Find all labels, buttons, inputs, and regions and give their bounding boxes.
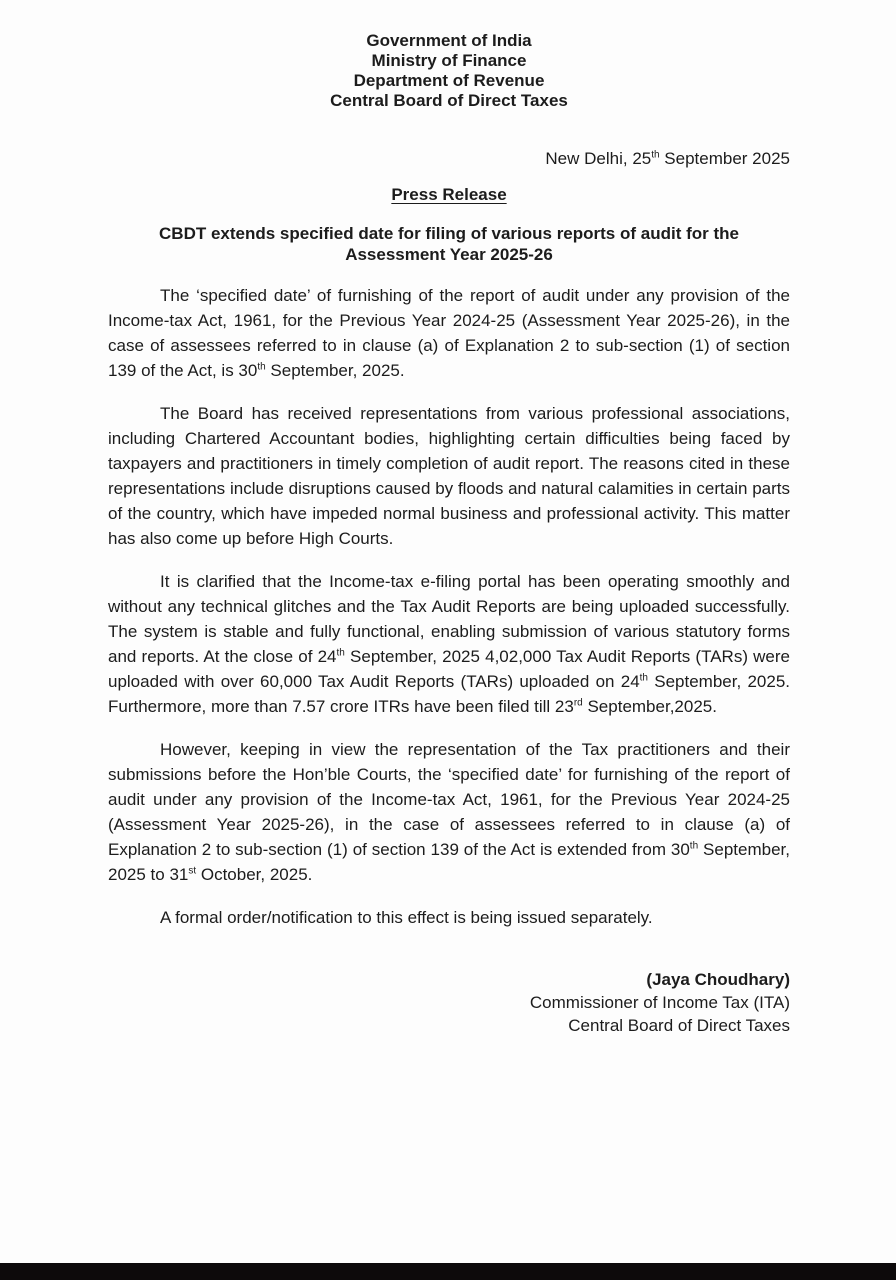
gov-header xyxy=(108,31,790,111)
bottom-screen-bar xyxy=(0,1263,896,1280)
body-paragraph-1: The ‘specified date’ of furnishing of the report of audit under any provision of the Income-tax Act, 1961, for the Previous Year 2024-25 (Assessment Year 2025-26), in the case of assessees referred to in clause (a) of Explanation 2 to sub-section (1) of section 139 of the Act, is 30th September, 2025. xyxy=(108,286,790,380)
press-release-label: Press Release xyxy=(391,185,507,204)
body-paragraph-4: However, keeping in view the representation of the Tax practitioners and their submissions before the Hon’ble Courts, the ‘specified date’ for furnishing of the report of audit under any provision of the Income-tax Act, 1961, for the Previous Year 2024-25 (Assessment Year 2025-26), in the case of assessees referred to in clause (a) of Explanation 2 to sub-section (1) of section 139 of the Act is extended from 30th September, 2025 to 31st October, 2025. xyxy=(108,740,790,884)
gov-header-line-1: Government of India xyxy=(366,31,532,50)
document-title-line-2: Assessment Year 2025-26 xyxy=(345,245,553,264)
body-paragraph-2: The Board has received representations from various professional associations, including Chartered Accountant bodies, highlighting certain difficulties being faced by taxpayers and practitioners in timely completion of audit report. The reasons cited in these representations include disruptions caused by floods and natural calamities in certain parts of the country, which have impeded normal business and professional activity. This matter has also come up before High Courts. xyxy=(108,404,790,548)
signature-block xyxy=(108,968,790,1037)
document-title-line-1: CBDT extends specified date for filing of various reports of audit for the xyxy=(159,224,739,243)
press-release-heading xyxy=(108,185,790,205)
signatory-organization: Central Board of Direct Taxes xyxy=(568,1016,790,1035)
body-paragraph-5: A formal order/notification to this effect is being issued separately. xyxy=(160,908,653,927)
gov-header-line-3: Department of Revenue xyxy=(353,71,545,90)
gov-header-line-2: Ministry of Finance xyxy=(371,51,527,70)
body-paragraph-3: It is clarified that the Income-tax e-filing portal has been operating smoothly and without any technical glitches and the Tax Audit Reports are being uploaded successfully. The system is stable and fully functional, enabling submission of various statutory forms and reports. At the close of 24th September, 2025 4,02,000 Tax Audit Reports (TARs) were uploaded with over 60,000 Tax Audit Reports (TARs) uploaded on 24th September, 2025. Furthermore, more than 7.57 crore ITRs have been filed till 23rd September,2025. xyxy=(108,572,790,716)
document-title xyxy=(108,223,790,265)
signatory-name: (Jaya Choudhary) xyxy=(646,970,790,989)
dateline: New Delhi, 25th September 2025 xyxy=(545,149,790,168)
gov-header-line-4: Central Board of Direct Taxes xyxy=(330,91,568,110)
signatory-designation: Commissioner of Income Tax (ITA) xyxy=(529,993,790,1012)
